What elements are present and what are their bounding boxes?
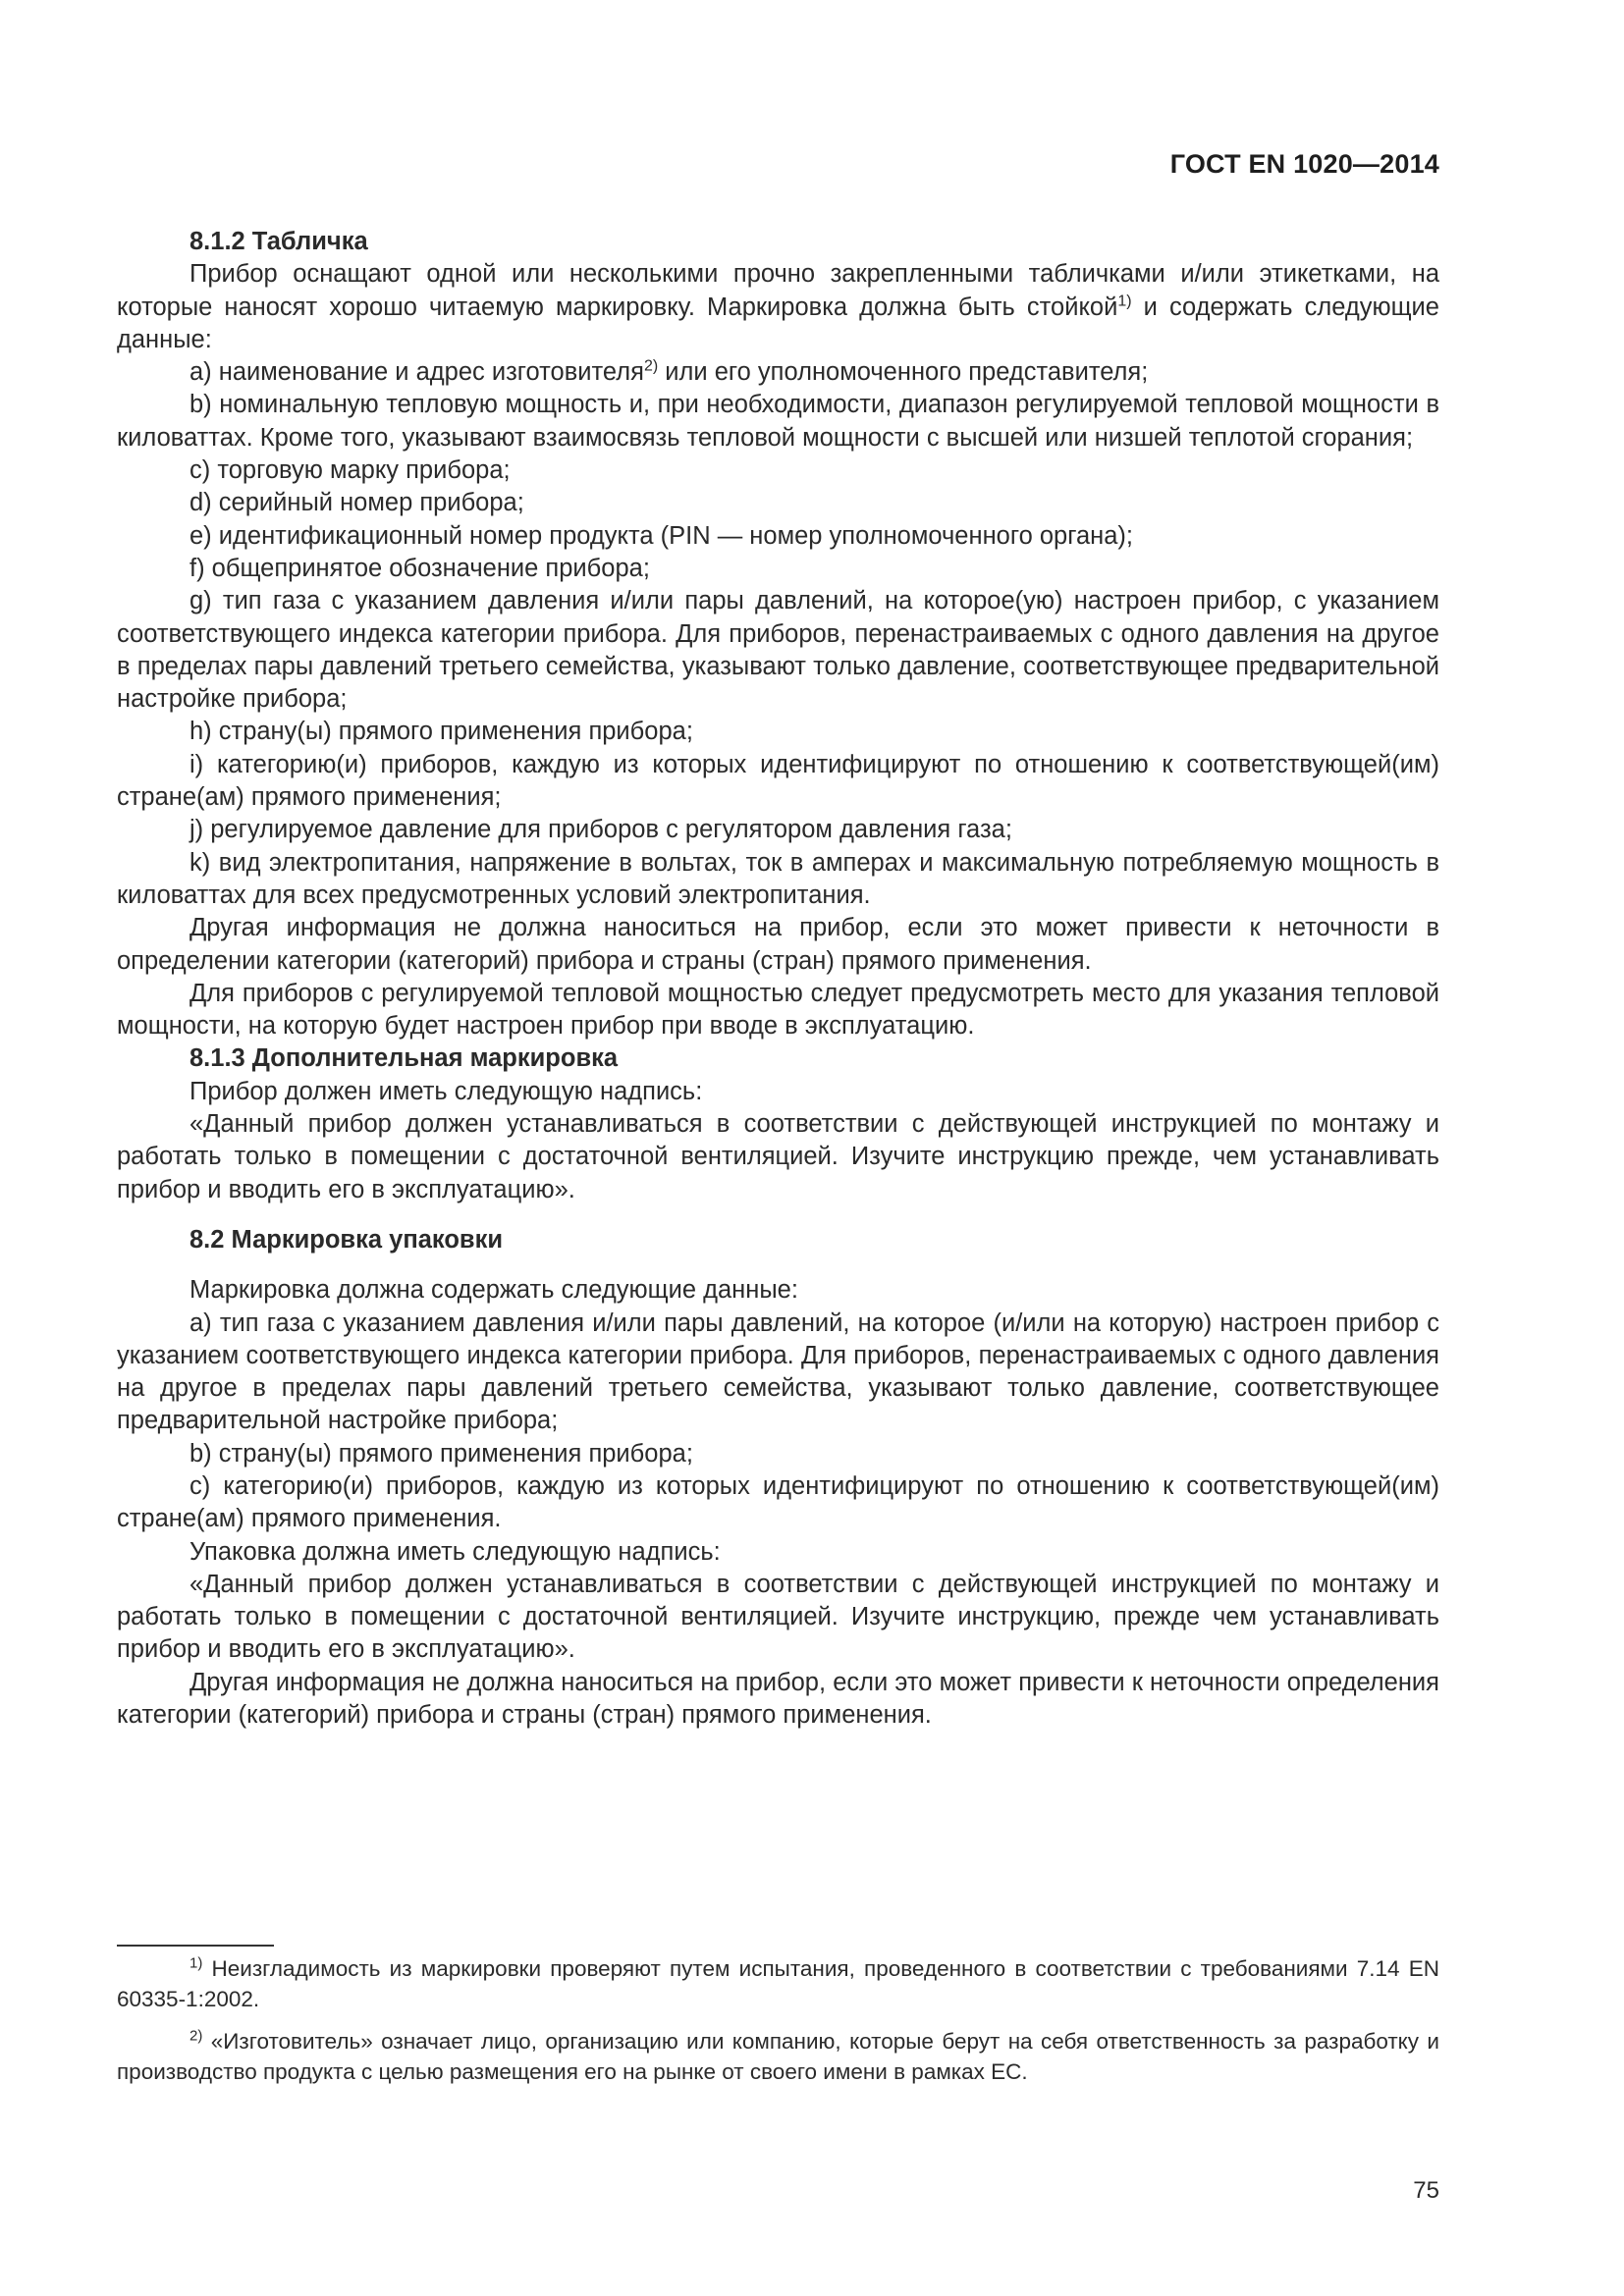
paragraph-inscription-quote: «Данный прибор должен устанавливаться в соответствии с действующей инструкцией по монтажу и работать только в помещении с достаточной вентиляцией. Изучите инструкцию прежде, чем устанавливать прибор и вводить его в эксплуатацию». — [117, 1110, 1439, 1203]
footnote-1 — [117, 1953, 1439, 2014]
page-number: 75 — [1413, 2177, 1439, 2204]
paragraph-plate-intro — [117, 258, 1439, 356]
section-heading-8-1-2: 8.1.2 Табличка — [189, 228, 368, 255]
list-item-a — [117, 356, 1439, 389]
footnote-marker: 1) — [189, 1954, 203, 1972]
list-item-j: j) регулируемое давление для приборов с регулятором давления газа; — [189, 816, 1012, 844]
list-item-k: k) вид электропитания, напряжение в вольтах, ток в амперах и максимальную потребляемую мощность в киловаттах для всех предусмотренных условий электропитания. — [117, 848, 1439, 909]
paragraph-text: Прибор оснащают одной или несколькими прочно закрепленными табличками и/или этикетками, на которые наносят хорошо читаемую маркировку. Маркировка должна быть стойкой — [117, 260, 1439, 321]
paragraph-inscription-intro: Прибор должен иметь следующую надпись: — [189, 1077, 703, 1105]
footnote-divider — [117, 1945, 274, 1947]
footnote-2 — [117, 2026, 1439, 2087]
paragraph-packaging-intro: Маркировка должна содержать следующие данные: — [189, 1276, 798, 1305]
list-item-c: с) торговую марку прибора; — [189, 456, 511, 485]
footnote-ref-2[interactable]: 2) — [643, 357, 659, 375]
paragraph-other-info: Другая информация не должна наноситься на прибор, если это может привести к неточности в определении категории (категорий) прибора и страны (стран) прямого применения. — [117, 914, 1439, 975]
main-text — [117, 226, 1439, 1732]
list-item-h: h) страну(ы) прямого применения прибора; — [189, 718, 693, 746]
list-item-text: или его уполномоченного представителя; — [658, 358, 1149, 387]
packaging-item-c: с) категорию(и) приборов, каждую из которых идентифицируют по отношению к соответствующей(им) стране(ам) прямого применения. — [117, 1471, 1439, 1533]
section-heading-8-1-3: 8.1.3 Дополнительная маркировка — [189, 1044, 619, 1073]
paragraph-adjustable-power: Для приборов с регулируемой тепловой мощностью следует предусмотреть место для указания тепловой мощности, на которую будет настроен прибор при вводе в эксплуатацию. — [117, 979, 1439, 1041]
footnote-marker: 2) — [189, 2027, 203, 2045]
list-item-text: а) наименование и адрес изготовителя — [189, 358, 644, 387]
list-item-g: g) тип газа с указанием давления и/или пары давлений, на которое(ую) настроен прибор, с указанием соответствующего индекса категории прибора. Для приборов, перенастраиваемых с одного давления на другое в пределах пары давлений третьего семейства, указывают только давление, соответствующее предварительной настройке прибора; — [117, 587, 1439, 714]
paragraph-packaging-other-info: Другая информация не должна наноситься на прибор, если это может привести к неточности определения категории (категорий) прибора и страны (стран) прямого применения. — [117, 1668, 1439, 1730]
standard-code-header: ГОСТ EN 1020—2014 — [1169, 149, 1439, 179]
list-item-b: b) номинальную тепловую мощность и, при необходимости, диапазон регулируемой тепловой мощности в киловаттах. Кроме того, указывают взаимосвязь тепловой мощности с высшей или низшей теплотой сгорания; — [117, 391, 1439, 452]
paragraph-text: и содержать следующие данные: — [117, 293, 1439, 353]
footnote-ref-1[interactable]: 1) — [1117, 293, 1132, 310]
footnote-text: «Изготовитель» означает лицо, организацию или компанию, которые берут на себя ответственность за разработку и производство продукта с целью размещения его на рынке от своего имени в рамках ЕС. — [117, 2029, 1439, 2084]
list-item-f: f) общепринятое обозначение прибора; — [189, 554, 650, 582]
list-item-e: е) идентификационный номер продукта (PIN — номер уполномоченного органа); — [189, 521, 1133, 550]
section-heading-8-2: 8.2 Маркировка упаковки — [189, 1225, 504, 1254]
packaging-item-b: b) страну(ы) прямого применения прибора; — [189, 1439, 693, 1468]
footnote-text: Неизгладимость из маркировки проверяют путем испытания, проведенного в соответствии с требованиями 7.14 EN 60335-1:2002. — [117, 1956, 1439, 2011]
list-item-i: i) категорию(и) приборов, каждую из которых идентифицируют по отношению к соответствующей(им) стране(ам) прямого применения; — [117, 750, 1439, 812]
paragraph-packaging-inscription-intro: Упаковка должна иметь следующую надпись: — [189, 1537, 721, 1566]
list-item-d: d) серийный номер прибора; — [189, 489, 524, 517]
paragraph-packaging-quote: «Данный прибор должен устанавливаться в соответствии с действующей инструкцией по монтажу и работать только в помещении с достаточной вентиляцией. Изучите инструкцию, прежде чем устанавливать прибор и вводить его в эксплуатацию». — [117, 1570, 1439, 1664]
packaging-item-a: а) тип газа с указанием давления и/или пары давлений, на которое (и/или на которую) настроен прибор с указанием соответствующего индекса категории прибора. Для приборов, перенастраиваемых с одного давления на другое в пределах пары давлений третьего семейства, указывают только давление, соответствующее предварительной настройке прибора; — [117, 1308, 1439, 1435]
footnotes — [117, 1953, 1439, 2099]
